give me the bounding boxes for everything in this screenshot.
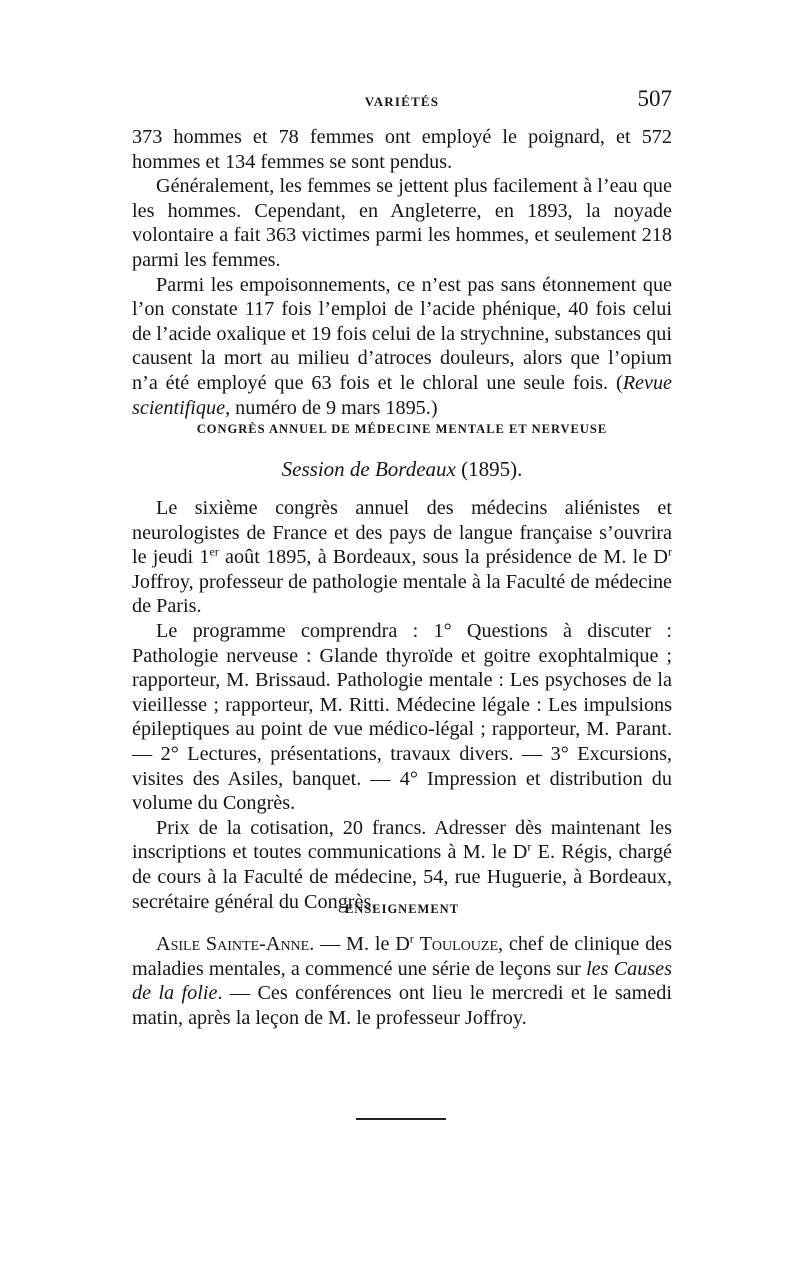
teaching-dash: — M. le D: [314, 933, 410, 955]
registration-text-a: Prix de la cotisation, 20 francs. Adresser dès maintenant les inscriptions et toutes communications à M. le D: [132, 816, 672, 864]
congress-text-block: [132, 496, 672, 914]
opening-text-a: Le sixième congrès annuel des médecins aliénistes et neurologistes de France et des pays de langue française s’ouvrira le jeudi 1: [132, 497, 672, 569]
paragraph-program: Le programme comprendra : 1° Questions à discuter : Pathologie nerveuse : Glande thyroïde et goitre exophtalmique ; rapporteur, M. Brissaud. Pathologie mentale : Les psychoses de la vieillesse ; rapporteur, M. Ritti. Médecine légale : Les impulsions épileptiques au point de vue médico-légal ; rapporteur, M. Parant. — 2° Lectures, présentations, travaux divers. — 3° Excursions, visites des Asiles, banquet. — 4° Impression et distribution du volume du Congrès.: [132, 619, 672, 815]
citation-tail: , numéro de 9 mars 1895.): [225, 396, 438, 419]
paragraph-sainte-anne: [132, 932, 672, 1030]
asylum-name: Asile Sainte-Anne.: [156, 933, 315, 955]
section-heading-congress: CONGRÈS ANNUEL DE MÉDECINE MENTALE ET NERVEUSE: [196, 422, 608, 436]
paragraph-drowning: Généralement, les femmes se jettent plus facilement à l’eau que les hommes. Cependant, en Angleterre, en 1893, la noyade volontaire a fait 363 victimes parmi les hommes, et seulement 218 parmi les femmes.: [132, 175, 672, 271]
teaching-text-a: , chef de clinique des maladies mentales, a commencé une série de leçons sur: [132, 933, 672, 980]
session-subtitle: [132, 457, 672, 482]
paragraph-poisoning: [132, 273, 672, 421]
lecture-title: les Causes de la folie: [132, 957, 673, 1005]
running-title: VARIÉTÉS: [364, 94, 440, 109]
page-number: 507: [637, 86, 672, 111]
registration-text-b: E. Régis, chargé de cours à la Faculté de médecine, 54, rue Huguerie, à Bordeaux, secrétaire général du Congrès.: [132, 841, 672, 913]
journal-title: Revue scientifique: [132, 371, 672, 419]
statistics-text-block: [132, 125, 672, 420]
paragraph-weapons: 373 hommes et 78 femmes ont employé le poignard, et 572 hommes et 134 femmes se sont pendus.: [132, 126, 672, 173]
closing-rule: [356, 1118, 446, 1120]
section-heading-teaching: ENSEIGNEMENT: [344, 902, 460, 916]
opening-text-b: août 1895, à Bordeaux, sous la présidence de M. le D: [218, 546, 668, 569]
poisoning-text: Parmi les empoisonnements, ce n’est pas sans étonnement que l’on constate 117 fois l’emploi de l’acide phénique, 40 fois celui de l’acide oxalique et 19 fois celui de la strychnine, substances qui causent la mort au milieu d’atroces douleurs, alors que l’opium n’a été employé que 63 fois et le chloral une seule fois. (: [132, 273, 672, 394]
opening-text-c: Joffroy, professeur de pathologie mentale à la Faculté de médecine de Paris.: [132, 570, 672, 618]
paragraph-registration: [132, 816, 672, 914]
book-page: [132, 0, 672, 1270]
session-year: (1895).: [461, 457, 523, 481]
page-header: [132, 86, 672, 116]
session-name: Session de Bordeaux: [281, 457, 456, 481]
paragraph-congress-opening: [132, 496, 672, 619]
ordinal-superscript: er: [209, 544, 219, 559]
doctor-superscript: r: [527, 839, 532, 854]
doctor-superscript: r: [409, 931, 414, 946]
doctor-name: Toulouze: [419, 933, 499, 955]
teaching-text-b: . — Ces conférences ont lieu le mercredi et le samedi matin, après la leçon de M. le professeur Joffroy.: [132, 982, 672, 1029]
doctor-superscript: r: [668, 544, 672, 559]
teaching-text-block: [132, 932, 672, 1030]
